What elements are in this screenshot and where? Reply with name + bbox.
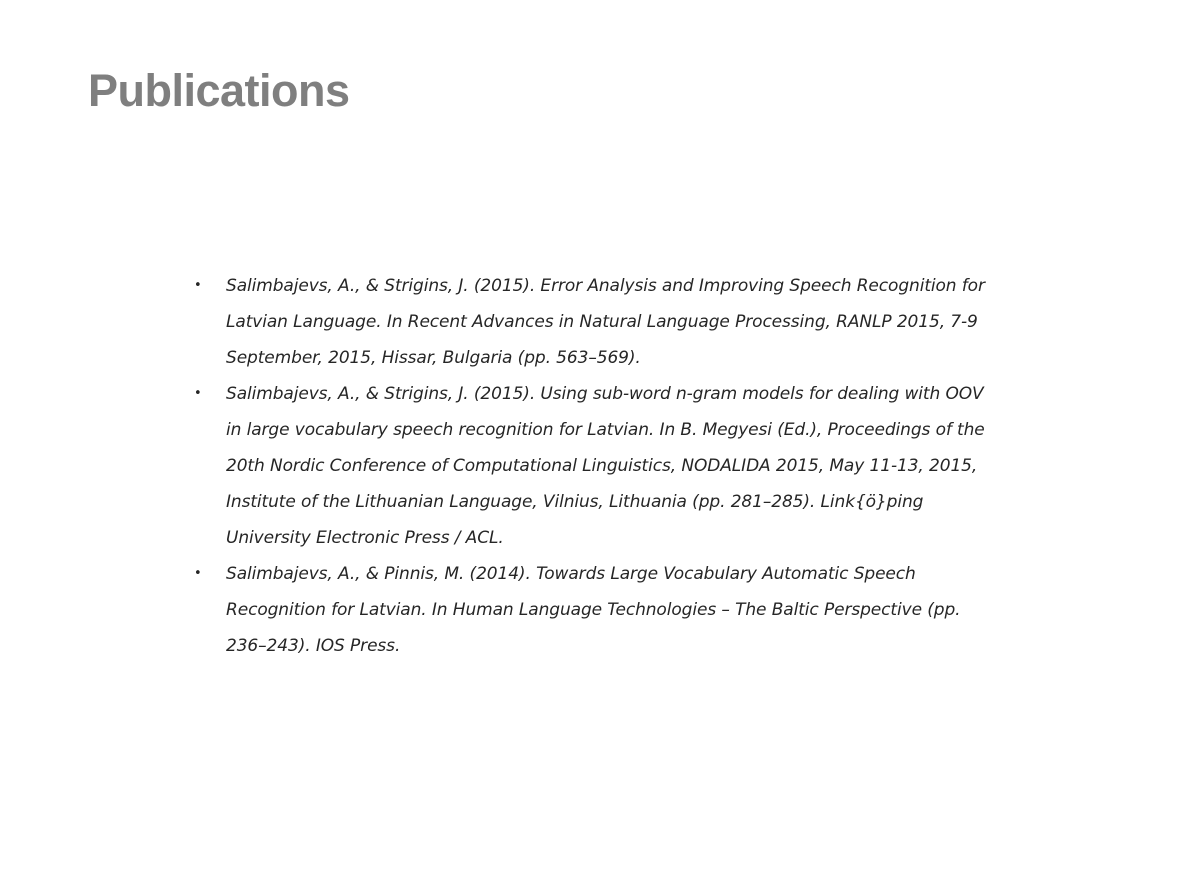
publication-item [190,268,990,376]
bullet-icon: • [194,566,202,581]
bullet-icon: • [194,278,202,293]
publication-citation: Salimbajevs, A., & Strigins, J. (2015). Using sub-word n-gram models for dealing with OOV in large vocabulary speech recognition for Latvian. In B. Megyesi (Ed.), Proceedings of the 20th Nordic Conference of Computational Linguistics, NODALIDA 2015, May 11-13, 2015, Institute of the Lithuanian Language, Vilnius, Lithuania (pp. 281–285). Link{ö}ping University Electronic Press / ACL. [226,384,985,548]
publication-item [190,376,990,556]
bullet-icon: • [194,386,202,401]
publication-citation: Salimbajevs, A., & Strigins, J. (2015). Error Analysis and Improving Speech Recognition for Latvian Language. In Recent Advances in Natural Language Processing, RANLP 2015, 7-9 September, 2015, Hissar, Bulgaria (pp. 563–569). [226,276,985,368]
publication-citation: Salimbajevs, A., & Pinnis, M. (2014). Towards Large Vocabulary Automatic Speech Recognition for Latvian. In Human Language Technologies – The Baltic Perspective (pp. 236–243). IOS Press. [226,564,961,656]
publication-item [190,556,990,664]
publication-list [190,268,990,664]
page-title: Publications [88,65,350,116]
